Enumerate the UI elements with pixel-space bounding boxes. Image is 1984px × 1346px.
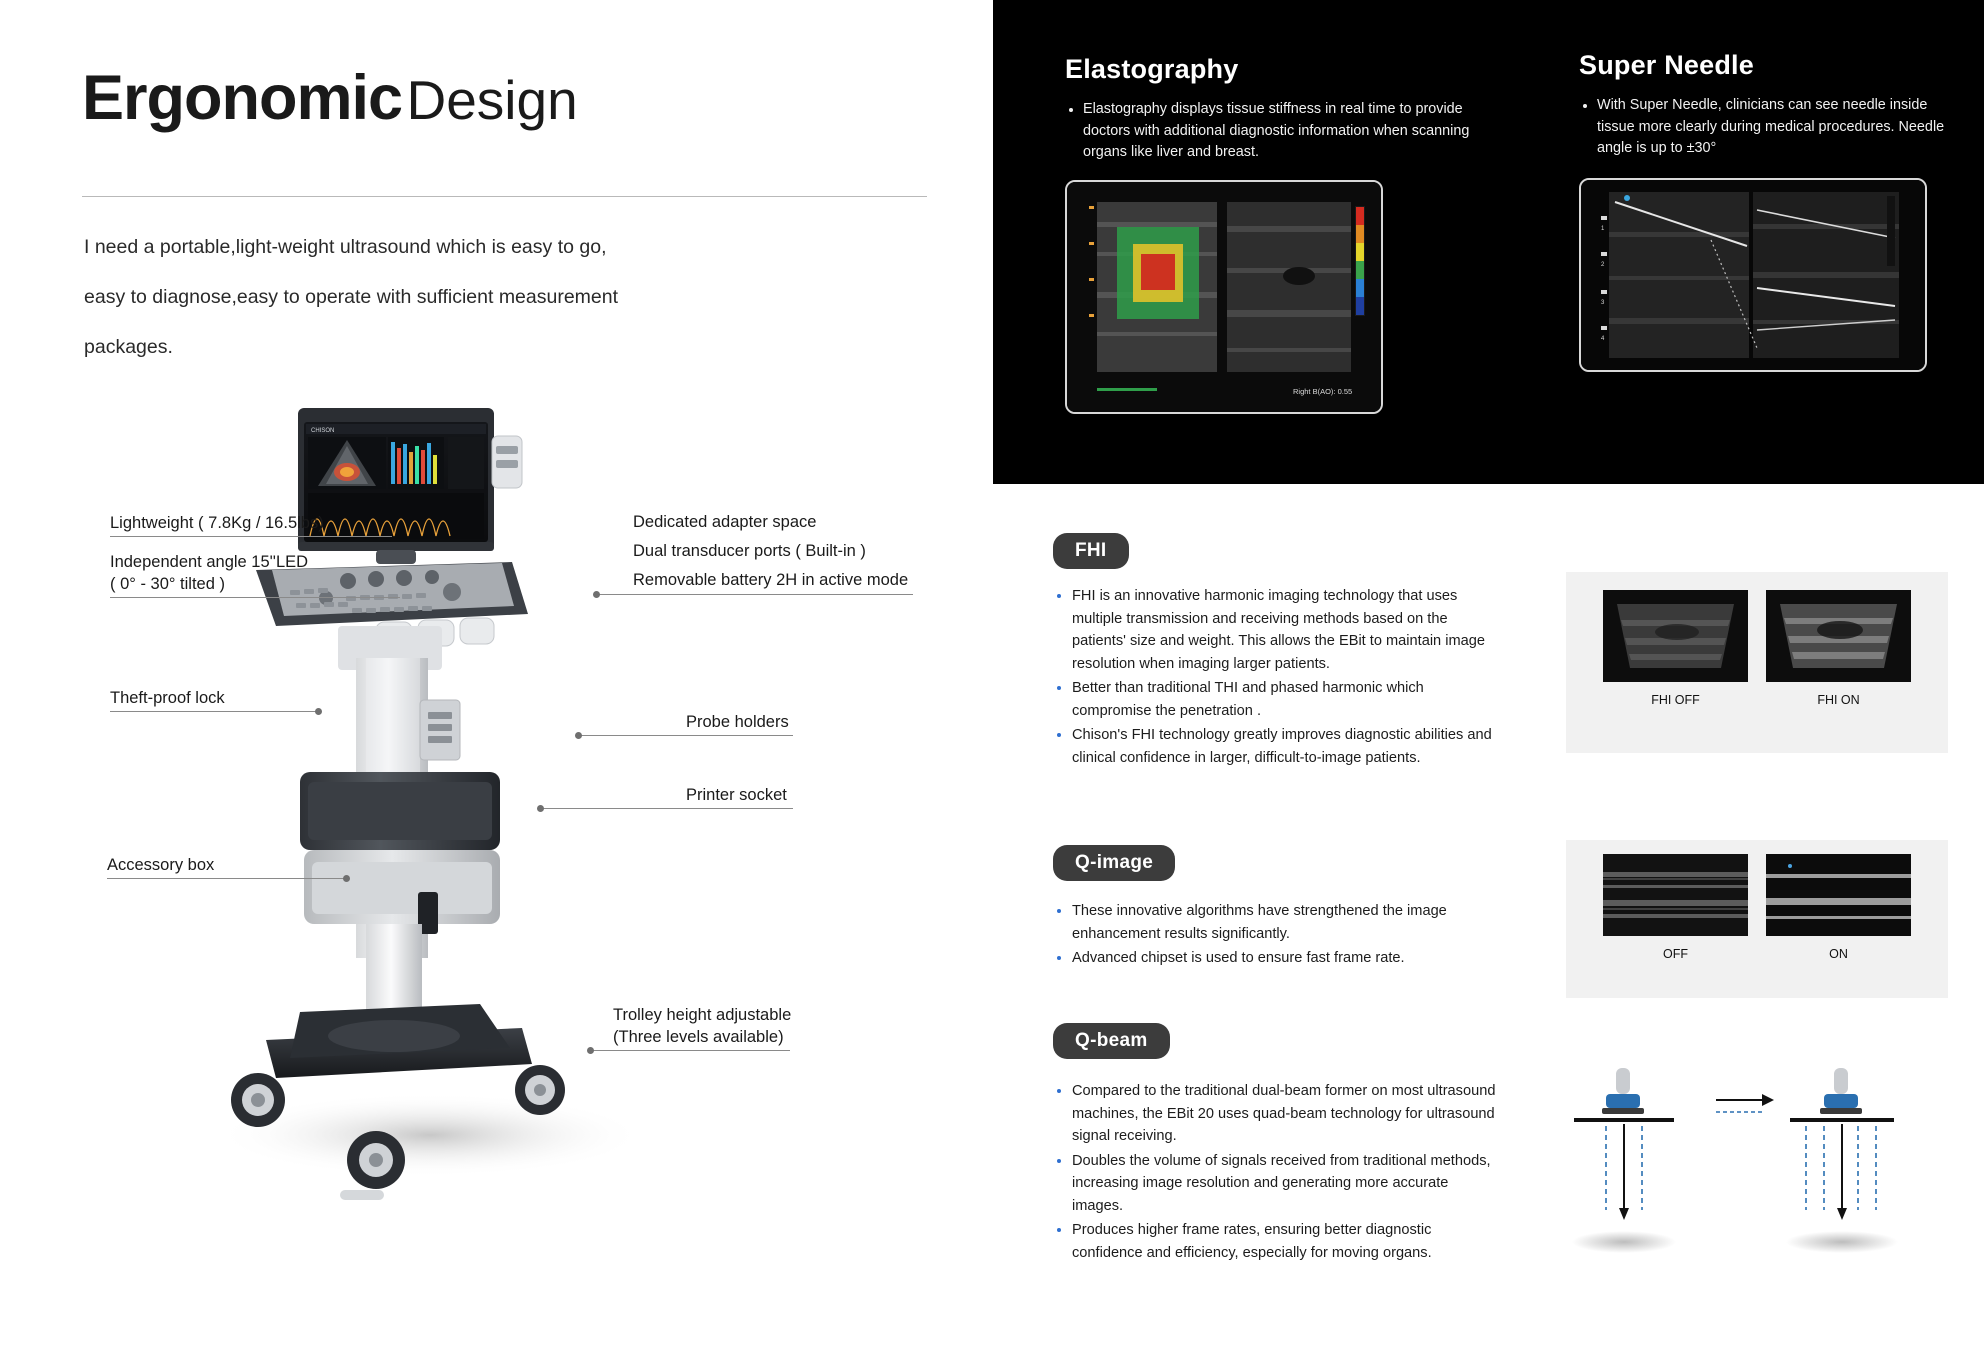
callout-lock: Theft-proof lock: [110, 689, 225, 707]
qbeam-bullet-2: • Doubles the volume of signals received from traditional methods, increasing image resolution and generating more accurate images.: [1072, 1150, 1503, 1218]
trolley-base: [266, 1004, 532, 1078]
qimage-off-item: [1603, 854, 1748, 961]
adapter-space: [492, 436, 522, 488]
intro-line-3: packages.: [84, 336, 173, 358]
qimage-pill: [1053, 845, 1175, 881]
lead-angle: [110, 597, 400, 598]
super-needle-bullets: [1579, 95, 1949, 160]
fhi-off-item: [1603, 590, 1748, 707]
callout-angle-line-1: Independent angle 15''LED: [110, 553, 309, 571]
lead-dot-accessory: [343, 875, 350, 882]
fhi-pill: [1053, 533, 1129, 569]
lead-right-top: [595, 594, 913, 595]
super-needle-bullet-1: • With Super Needle, clinicians can see needle inside tissue more clearly during medical procedures. Needle angle is up to ±30°: [1597, 95, 1949, 160]
qbeam-arrow: [1716, 1094, 1774, 1112]
dark-feature-band: [993, 0, 1984, 484]
callout-angle-line-2: ( 0° - 30° tilted ): [110, 575, 225, 593]
fhi-pill-label: FHI: [1053, 533, 1129, 569]
super-needle-svg: [1581, 180, 1925, 370]
printer-socket: [420, 700, 460, 760]
accessory-box: [300, 772, 500, 850]
fhi-on-caption: FHI ON: [1817, 693, 1860, 707]
title-bold: Ergonomic: [82, 63, 403, 133]
qimage-on-image: [1766, 854, 1911, 936]
super-needle-title: Super Needle: [1579, 50, 1754, 80]
qbeam-bullet-3: • Produces higher frame rates, ensuring better diagnostic confidence and efficiency, especially for moving organs.: [1072, 1219, 1503, 1264]
qbeam-bullet-1: • Compared to the traditional dual-beam former on most ultrasound machines, the EBit 20 uses quad-beam technology for ultrasound signal receiving.: [1072, 1080, 1503, 1148]
intro-text: [84, 222, 724, 372]
callout-adapter: Dedicated adapter space: [633, 513, 817, 531]
lead-dot-right-top: [593, 591, 600, 598]
lead-dot-probe: [575, 732, 582, 739]
qbeam-diagram: [1566, 1060, 1948, 1278]
elastography-section: [1065, 54, 1475, 414]
lead-printer: [540, 808, 793, 809]
svg-text:2: 2: [1601, 261, 1605, 268]
callout-battery: Removable battery 2H in active mode: [633, 571, 909, 589]
callout-printer: Printer socket: [686, 786, 787, 804]
fhi-image-panel: [1566, 572, 1948, 753]
title-divider: [82, 196, 927, 197]
lead-dot-lock: [315, 708, 322, 715]
lead-lightweight: [110, 536, 392, 537]
qbeam-left: [1572, 1068, 1676, 1253]
qimage-image-panel: [1566, 840, 1948, 998]
lead-dot-trolley: [587, 1047, 594, 1054]
qimage-bullet-2: • Advanced chipset is used to ensure fast frame rate.: [1072, 947, 1493, 970]
lead-accessory: [107, 878, 347, 879]
super-needle-image: [1579, 178, 1927, 372]
fhi-on-item: [1766, 590, 1911, 707]
fhi-bullet-3: • Chison's FHI technology greatly improves diagnostic abilities and clinical confidence in larger, difficult-to-image patients.: [1072, 724, 1503, 769]
qimage-off-image: [1603, 854, 1748, 936]
elastography-svg: [1067, 182, 1381, 412]
fhi-bullets: [1053, 585, 1503, 771]
page-title: [82, 62, 927, 134]
svg-text:1: 1: [1601, 225, 1605, 232]
qimage-bullets: [1053, 900, 1493, 972]
qimage-on-item: [1766, 854, 1911, 961]
title-light: Design: [406, 69, 578, 131]
fhi-bullet-2: • Better than traditional THI and phased harmonic which compromise the penetration .: [1072, 677, 1503, 722]
fhi-on-image: [1766, 590, 1911, 682]
callout-accessory: Accessory box: [107, 856, 215, 874]
right-panel: [993, 0, 1984, 1346]
qimage-pill-label: Q-image: [1053, 845, 1175, 881]
intro-line-1: I need a portable,light-weight ultrasound which is easy to go,: [84, 236, 607, 258]
fhi-off-image: [1603, 590, 1748, 682]
callout-ports: Dual transducer ports ( Built-in ): [633, 542, 866, 560]
elastography-image: [1065, 180, 1383, 414]
svg-text:Right B(AO): 0.55: Right B(AO): 0.55: [1293, 386, 1353, 396]
lead-trolley: [590, 1050, 790, 1051]
qbeam-pill-label: Q-beam: [1053, 1023, 1170, 1059]
elastography-bullets: [1065, 99, 1475, 164]
qbeam-pill: [1053, 1023, 1170, 1059]
qimage-on-caption: ON: [1829, 947, 1848, 961]
intro-line-2: easy to diagnose,easy to operate with sufficient measurement: [84, 286, 619, 308]
qbeam-right: [1786, 1068, 1898, 1253]
qbeam-bullets: [1053, 1080, 1503, 1266]
callout-trolley-line-2: (Three levels available): [613, 1028, 784, 1046]
fhi-off-caption: FHI OFF: [1651, 693, 1700, 707]
callout-lightweight: Lightweight ( 7.8Kg / 16.5lbs): [110, 514, 324, 532]
callout-probe-holders: Probe holders: [686, 713, 789, 731]
lead-lock: [110, 711, 320, 712]
fhi-bullet-1: • FHI is an innovative harmonic imaging technology that uses multiple transmission and receiving methods based on the patients' size and weight. This allows the EBit to maintain image resolution when imaging larger patients.: [1072, 585, 1503, 675]
monitor: [298, 408, 494, 551]
lead-dot-printer: [537, 805, 544, 812]
callout-trolley-line-1: Trolley height adjustable: [613, 1006, 792, 1024]
svg-text:3: 3: [1601, 299, 1605, 306]
lead-probe: [578, 735, 793, 736]
qbeam-svg: [1566, 1060, 1948, 1278]
qimage-bullet-1: • These innovative algorithms have strengthened the image enhancement results significantly.: [1072, 900, 1493, 945]
qimage-off-caption: OFF: [1663, 947, 1688, 961]
elastography-bullet-1: • Elastography displays tissue stiffness in real time to provide doctors with additional diagnostic information when scanning organs like liver and breast.: [1083, 99, 1475, 164]
elastography-title: Elastography: [1065, 54, 1239, 84]
svg-text:4: 4: [1601, 335, 1605, 342]
super-needle-section: [1579, 50, 1949, 372]
svg-text:CHISON: CHISON: [311, 428, 335, 434]
lower-drawer: [304, 850, 500, 924]
